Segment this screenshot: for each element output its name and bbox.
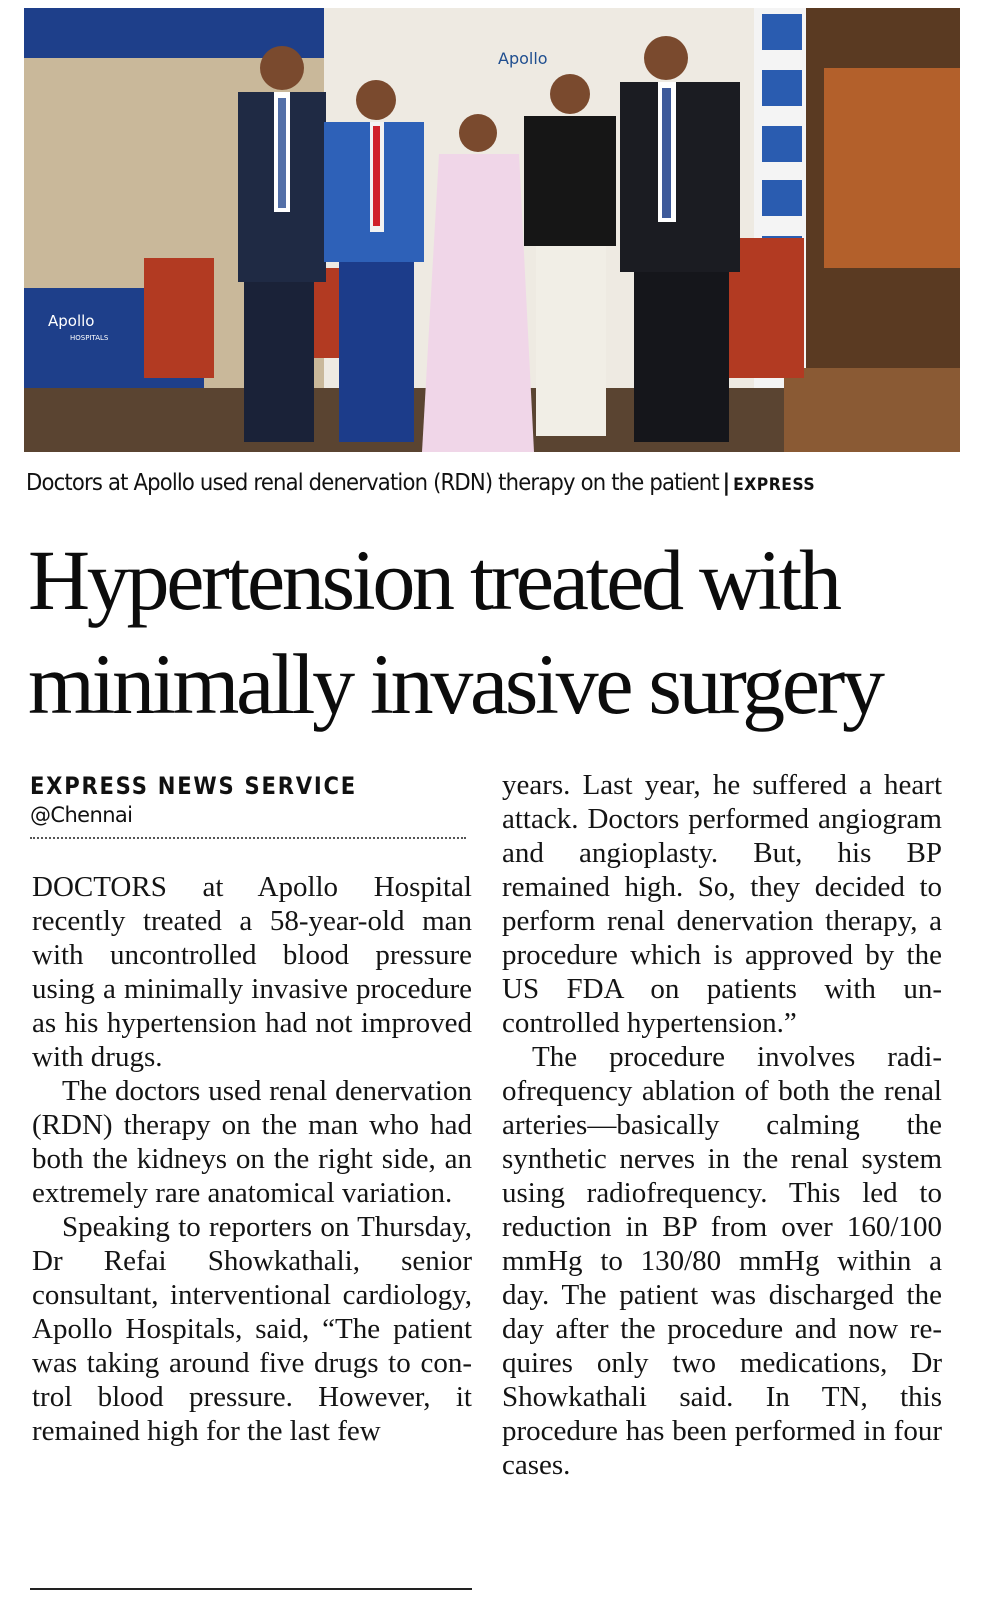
article-paragraph-3: Speaking to reporters on Thursday, Dr Refai Showkathali, senior consultant, interventional cardiology, Apollo Hospitals, said, “The patient was taking around five drugs to control blood pressure. However, it remained high for the last few — [32, 1211, 472, 1447]
apollo-logo-bottom-sub: HOSPITALS — [70, 334, 109, 342]
caption-separator: | — [722, 470, 730, 496]
byline-divider — [30, 837, 466, 839]
caption-credit: EXPRESS — [733, 475, 816, 495]
photo-illustration — [24, 8, 960, 452]
article-paragraph-1: DOCTORS at Apollo Hospital recently treated a 58-year-old man with uncontrolled blood pressure using a minimally invasive procedure as his hypertension had not improved with drugs. — [32, 871, 472, 1073]
headline — [28, 528, 948, 736]
news-photo — [24, 8, 960, 452]
article-column-right — [502, 768, 942, 1482]
byline — [30, 772, 466, 839]
caption-text: Doctors at Apollo used renal denervation (RDN) therapy on the patient — [26, 470, 719, 496]
article-paragraph-4: years. Last year, he suffered a heart attack. Doctors performed angiogram and angioplasty. But, his BP remained high. So, they decided to perform renal denervation therapy, a procedure which is approved by the US FDA on patients with uncontrolled hypertension.” — [502, 769, 942, 1039]
bottom-divider — [30, 1588, 472, 1590]
byline-service: EXPRESS NEWS SERVICE — [30, 772, 357, 800]
headline-line-1: Hypertension treated with — [28, 532, 839, 628]
apollo-logo-top: Apollo — [498, 49, 548, 68]
apollo-logo-bottom: Apollo — [48, 312, 95, 330]
photo-caption — [26, 470, 882, 504]
byline-place: @Chennai — [30, 803, 133, 827]
article-column-left — [32, 870, 472, 1448]
article-paragraph-2: The doctors used renal denervation (RDN) therapy on the man who had both the kidneys on the right side, an extremely rare anatomical variation. — [32, 1075, 472, 1209]
headline-line-2: minimally invasive surgery — [28, 636, 882, 732]
article-paragraph-5: The procedure involves radiofrequency ablation of both the renal arteries—basically calming the synthetic nerves in the renal system using radiofrequency. This led to reduction in BP from over 160/100 mmHg to 130/80 mmHg within a day. The patient was discharged the day after the procedure and now requires only two medications, Dr Showkathali said. In TN, this procedure has been performed in four cases. — [502, 1041, 942, 1481]
